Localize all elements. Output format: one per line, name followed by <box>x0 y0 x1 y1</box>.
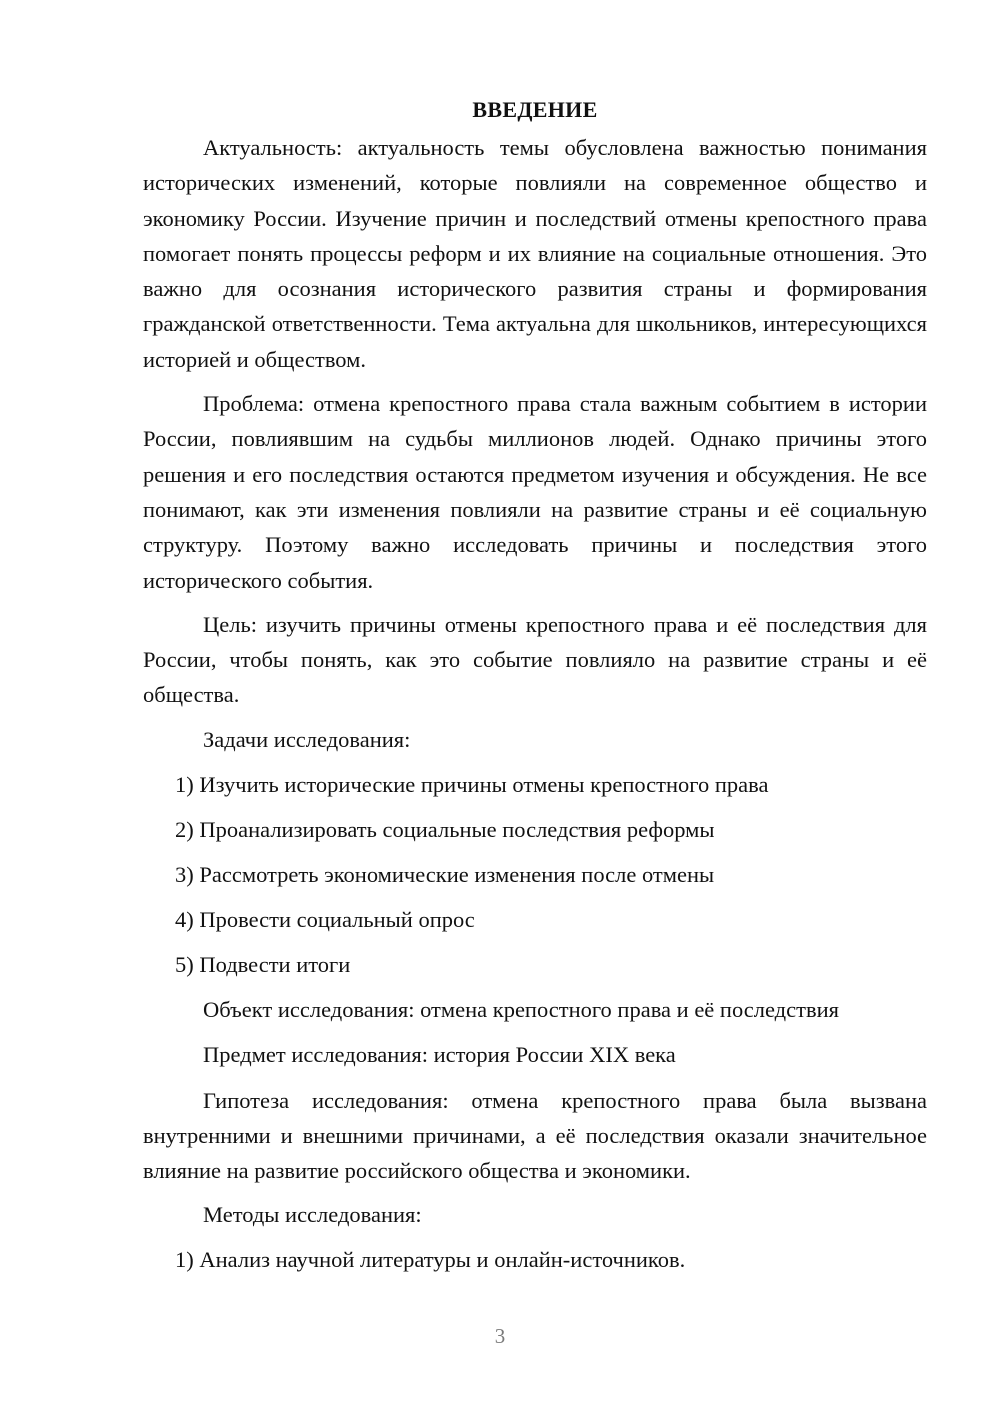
list-item: 2) Проанализировать социальные последствия реформы <box>175 816 715 842</box>
list-item: 4) Провести социальный опрос <box>175 907 475 933</box>
list-item: 3) Рассмотреть экономические изменения после отмены <box>175 862 715 888</box>
list-item: 5) Подвести итоги <box>175 952 351 978</box>
problem-paragraph: Проблема: отмена крепостного права стала важным событием в истории России, повлиявшим на судьбы миллионов людей. Однако причины этого решения и его последствия остаются предметом изучения и обсуждения. Не все понимают, как эти изменения повлияли на развитие страны и её социальную структуру. Поэтому важно исследовать причины и последствия этого исторического события. <box>143 391 927 593</box>
hypothesis-paragraph: Гипотеза исследования: отмена крепостного права была вызвана внутренними и внешними причинами, а её последствия оказали значительное влияние на развитие российского общества и экономики. <box>143 1087 927 1184</box>
tasks-heading: Задачи исследования: <box>203 726 411 752</box>
list-item: 1) Изучить исторические причины отмены крепостного права <box>175 771 769 797</box>
relevance-paragraph: Актуальность: актуальность темы обусловлена важностью понимания исторических изменений, которые повлияли на современное общество и экономику России. Изучение причин и последствий отмены крепостного права помогает понять процессы реформ и их влияние на социальные отношения. Это важно для осознания исторического развития страны и формирования гражданской ответственности. Тема актуальна для школьников, интересующихся историей и обществом. <box>143 135 927 372</box>
page-number: 3 <box>494 1324 506 1348</box>
section-title: ВВЕДЕНИЕ <box>472 97 598 122</box>
research-subject: Предмет исследования: история России XIX века <box>203 1042 676 1068</box>
methods-heading: Методы исследования: <box>203 1202 422 1228</box>
document-page <box>143 92 927 1288</box>
tasks-list <box>143 767 927 983</box>
list-item: 1) Анализ научной литературы и онлайн-источников. <box>175 1247 686 1273</box>
research-object: Объект исследования: отмена крепостного права и её последствия <box>203 997 839 1023</box>
methods-list <box>143 1242 927 1277</box>
goal-paragraph: Цель: изучить причины отмены крепостного права и её последствия для России, чтобы понять, как это событие повлияло на развитие страны и её общества. <box>143 611 927 708</box>
